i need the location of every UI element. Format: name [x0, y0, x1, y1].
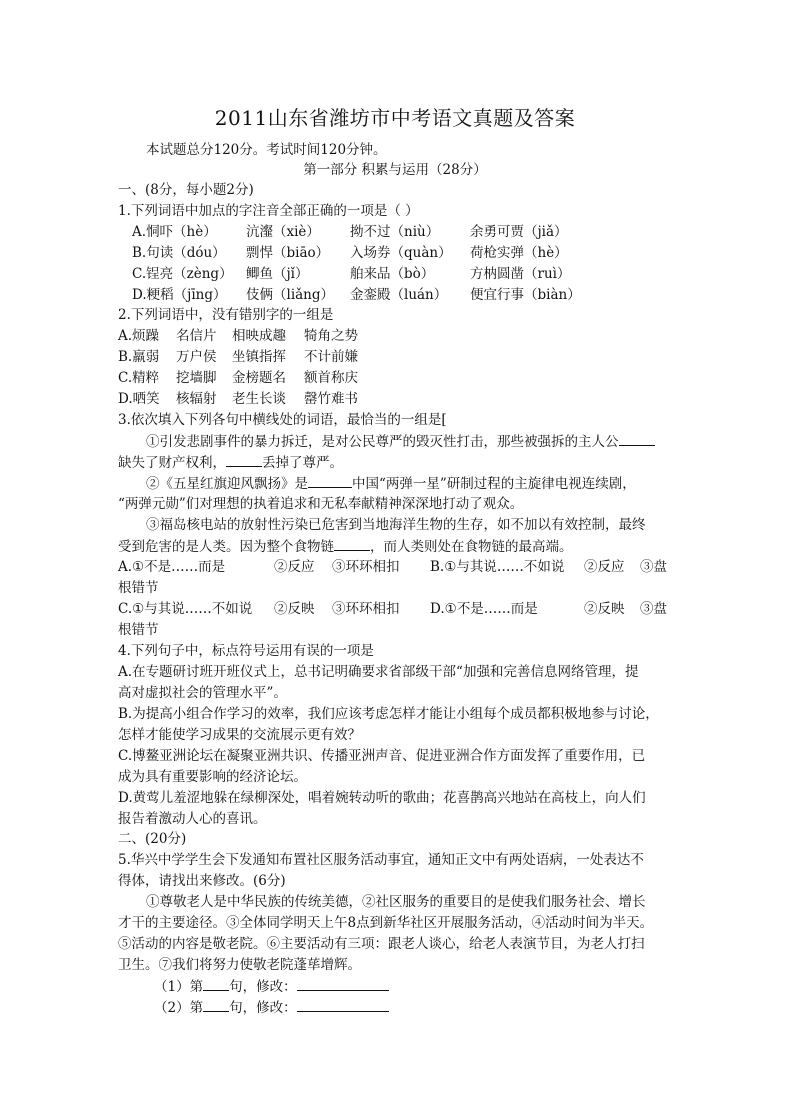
q2-option: D.哂笑	[118, 391, 160, 407]
q3-option-cont: 根错节	[118, 580, 159, 596]
part-heading: 第一部分 积累与运用（28分）	[303, 162, 487, 178]
fill-blank	[334, 536, 370, 551]
answer-label: （2）第	[154, 1000, 204, 1016]
q3-sentence	[146, 431, 655, 452]
q1-option: A.恫吓（hè）	[132, 224, 217, 240]
q1-option: 沆瀣（xiè）	[246, 224, 320, 240]
q4-option: 成为具有重要影响的经济论坛。	[118, 769, 307, 785]
q1-option: 入场券（quàn）	[350, 245, 452, 261]
q3-option: B.①与其说……不如说	[430, 559, 565, 575]
q2-option: 不计前嫌	[304, 349, 358, 365]
answer-label: 句，修改：	[229, 979, 297, 995]
q3-option: D.①不是……而是	[430, 601, 538, 617]
q4-option: 怎样才能使学习成果的交流展示更有效？	[118, 727, 361, 743]
q2-option: 额首称庆	[304, 370, 358, 386]
q3-option: ③盘	[640, 559, 667, 575]
section-heading: 一、(8分，每小题2分)	[118, 182, 254, 198]
q5-answer-line-1	[154, 976, 389, 997]
q1-option: B.句读（dóu）	[132, 245, 226, 261]
q4-option: D.黄莺儿羞涩地躲在绿柳深处，唱着婉转动听的歌曲；花喜鹊高兴地站在高枝上，向人们	[118, 790, 646, 806]
q2-option: 挖墙脚	[176, 370, 217, 386]
q3-option: ②反应	[584, 559, 625, 575]
q3-text: 中国“两弹一星”研制过程的主旋律电视连续剧，	[352, 476, 636, 492]
q1-option: 舶来品（bò）	[350, 266, 435, 282]
q2-option: A.烦躁	[118, 328, 160, 344]
q3-text: ①引发悲剧事件的暴力拆迁，是对公民尊严的毁灭性打击，那些被强拆的主人公	[146, 434, 619, 450]
q1-option: 鲫鱼（jǐ）	[246, 266, 309, 282]
q3-sentence	[146, 473, 636, 494]
q5-passage: 卫生。⑦我们将努力使敬老院蓬荜增辉。	[118, 957, 361, 973]
q3-option-cont: 根错节	[118, 622, 159, 638]
revision-blank	[297, 997, 389, 1012]
fill-blank	[226, 452, 262, 467]
q2-option: C.精粹	[118, 370, 160, 386]
q3-option: A.①不是……而是	[118, 559, 226, 575]
q4-option: C.博鳌亚洲论坛在凝聚亚洲共识、传播亚洲声音、促进亚洲合作方面发挥了重要作用，已	[118, 748, 646, 764]
q3-text: 受到危害的是人类。因为整个食物链	[118, 539, 334, 555]
q5-answer-line-2	[154, 997, 389, 1018]
fill-blank	[619, 431, 655, 446]
q3-option: C.①与其说……不如说	[118, 601, 253, 617]
q3-option: ③环环相扣	[332, 601, 400, 617]
q2-option: 万户侯	[176, 349, 217, 365]
q5-passage: ①尊敬老人是中华民族的传统美德，②社区服务的重要目的是使我们服务社会、增长	[146, 894, 646, 910]
question-1-stem: 1.下列词语中加点的字注音全部正确的一项是（ ）	[118, 203, 419, 219]
q2-option: 犄角之势	[304, 328, 358, 344]
answer-label: （1）第	[154, 979, 204, 995]
q1-option: 金銮殿（luán）	[350, 287, 448, 303]
question-2-stem: 2.下列词语中，没有错别字的一组是	[118, 307, 334, 323]
q3-text: 缺失了财产权利，	[118, 455, 226, 471]
q1-option: 剽悍（biāo）	[246, 245, 330, 261]
q1-option: C.锃亮（zèng）	[132, 266, 233, 282]
q5-passage: ⑤活动的内容是敬老院。⑥主要活动有三项：跟老人谈心，给老人表演节目，为老人打扫	[118, 936, 645, 952]
page-title: 2011山东省潍坊市中考语文真题及答案	[214, 106, 576, 130]
q1-option: 方枘圆凿（ruì）	[470, 266, 571, 282]
question-5-stem: 得体，请找出来修改。(6分)	[118, 873, 286, 889]
q4-option: B.为提高小组合作学习的效率，我们应该考虑怎样才能让小组每个成员都积极地参与讨论，	[118, 706, 659, 722]
section-heading: 二、(20分)	[118, 831, 187, 847]
q5-passage: 才干的主要途径。③全体同学明天上午8点到新华社区开展服务活动，④活动时间为半天。	[118, 915, 654, 931]
sentence-number-blank	[203, 997, 229, 1012]
q3-option: ②反映	[584, 601, 625, 617]
q3-sentence: “两弹元勋”们对理想的执着追求和无私奉献精神深深地打动了观众。	[118, 496, 524, 512]
q2-option: 老生长谈	[232, 391, 286, 407]
q4-option: A.在专题研讨班开班仪式上，总书记明确要求省部级干部“加强和完善信息网络管理，提	[118, 664, 639, 680]
answer-label: 句，修改：	[229, 1000, 297, 1016]
q3-option: ②反映	[274, 601, 315, 617]
question-5-stem: 5.华兴中学学生会下发通知布置社区服务活动事宜，通知正文中有两处语病，一处表达不	[118, 852, 644, 868]
q3-option: ③盘	[640, 601, 667, 617]
q2-option: 坐镇指挥	[232, 349, 286, 365]
q1-option: 伎俩（liǎng）	[246, 287, 335, 303]
q1-option: 拗不过（niù）	[350, 224, 440, 240]
q2-option: B.羸弱	[118, 349, 160, 365]
exam-intro: 本试题总分120分。考试时间120分钟。	[146, 142, 387, 158]
q2-option: 核辐射	[176, 391, 217, 407]
q4-option: 报告着激动人心的喜讯。	[118, 811, 267, 827]
q3-sentence	[118, 452, 343, 473]
revision-blank	[297, 976, 389, 991]
q1-option: 余勇可贾（jiǎ）	[470, 224, 568, 240]
q1-option: D.粳稻（jīng）	[132, 287, 227, 303]
fill-blank	[308, 473, 352, 488]
question-4-stem: 4.下列句子中，标点符号运用有误的一项是	[118, 643, 374, 659]
q4-option: 高对虚拟社会的管理水平”。	[118, 685, 287, 701]
q2-option: 罄竹难书	[304, 391, 358, 407]
q2-option: 金榜题名	[232, 370, 286, 386]
q3-option: ②反应	[274, 559, 315, 575]
q3-text: 丢掉了尊严。	[262, 455, 343, 471]
question-3-stem: 3.依次填入下列各句中横线处的词语，最恰当的一组是[	[118, 412, 447, 428]
q2-option: 名信片	[176, 328, 217, 344]
q3-sentence: ③福岛核电站的放射性污染已危害到当地海洋生物的生存，如不加以有效控制，最终	[146, 517, 646, 533]
q3-option: ③环环相扣	[332, 559, 400, 575]
q1-option: 荷枪实弹（hè）	[470, 245, 568, 261]
q3-text: ②《五星红旗迎风飘扬》是	[146, 476, 308, 492]
q3-sentence	[118, 536, 573, 557]
q1-option: 便宜行事（biàn）	[470, 287, 581, 303]
sentence-number-blank	[203, 976, 229, 991]
q3-text: ，而人类则处在食物链的最高端。	[370, 539, 573, 555]
q2-option: 相映成趣	[232, 328, 286, 344]
